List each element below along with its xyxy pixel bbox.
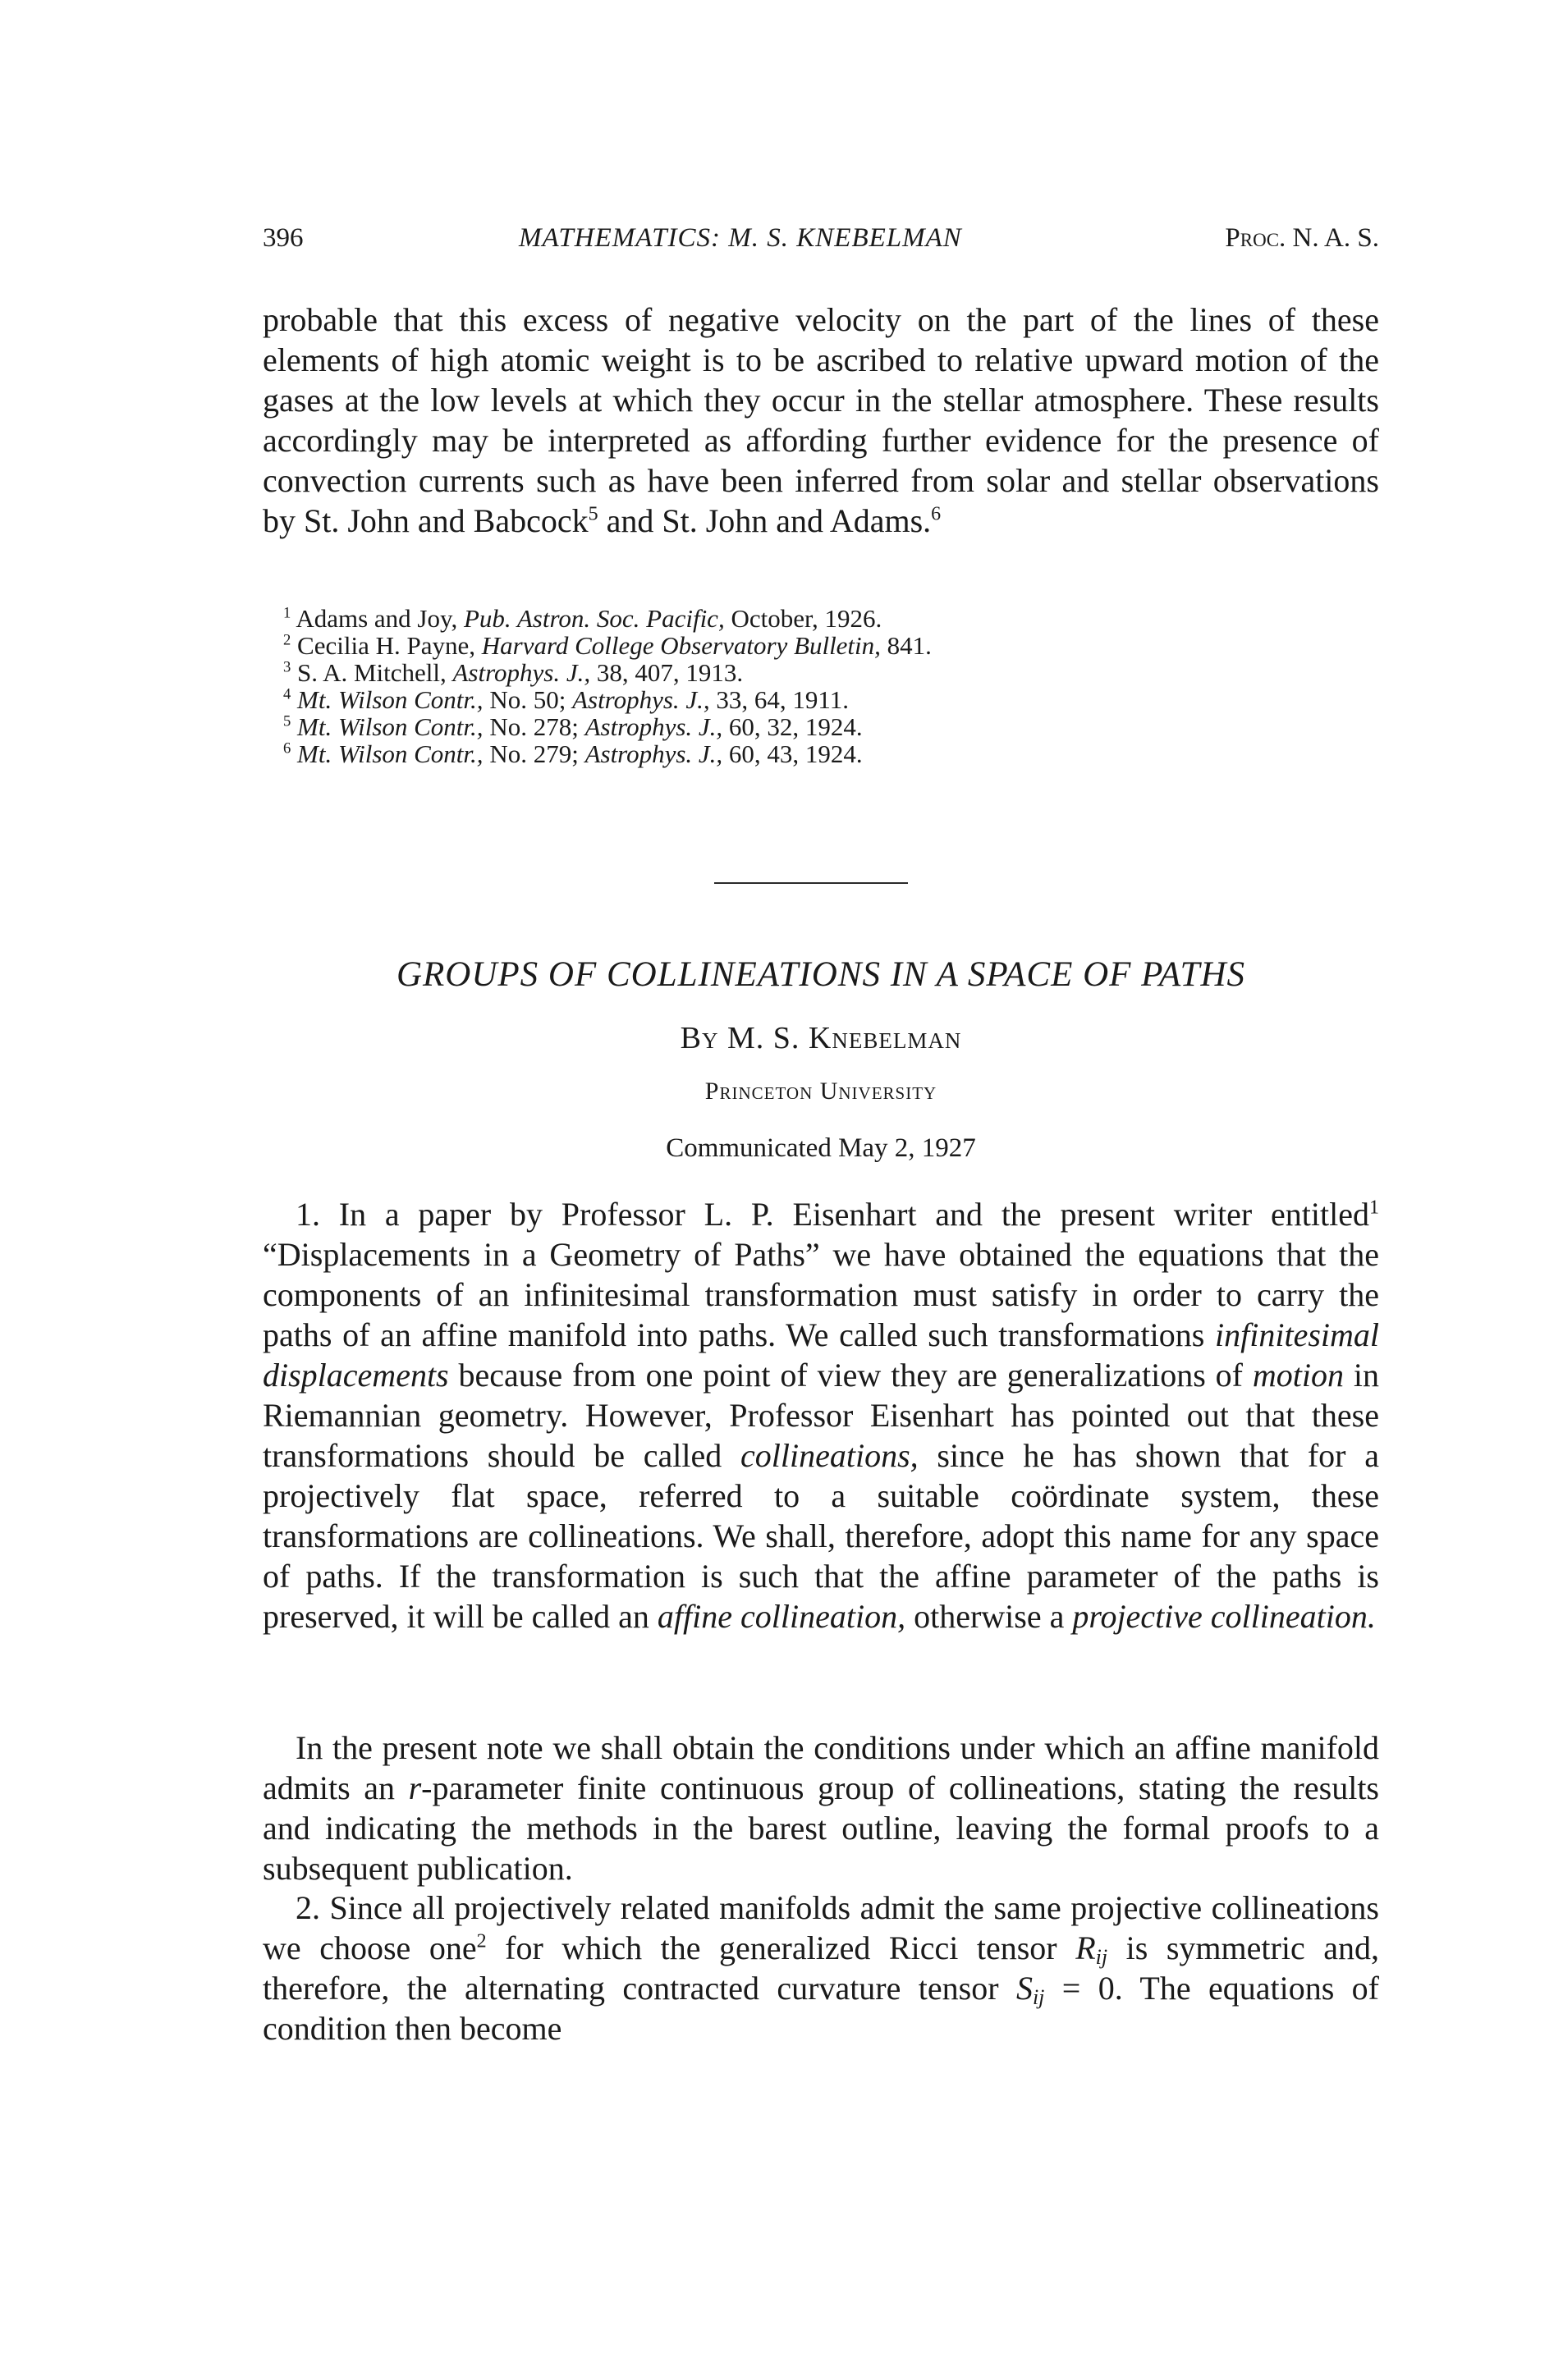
body-text: -parameter finite continuous group of collineations, stating the results and indicating the methods in the barest outline, leaving the formal proofs to a subsequent publication. — [263, 1769, 1379, 1887]
footnote-text — [291, 712, 297, 741]
footnote — [283, 632, 1379, 659]
math-subscript: ij — [1032, 1985, 1045, 2009]
prev-ref-5: 5 — [588, 503, 598, 525]
footnote-source: Astrophys. J., — [572, 685, 710, 714]
body-text: In the present note we shall obtain the conditions under which an affine manifold admits an — [263, 1729, 1379, 1806]
body-text: because from one point of view they are generalizations of — [448, 1357, 1253, 1394]
footnote-number: 1 — [283, 604, 291, 622]
emphasis: collineations, — [740, 1437, 919, 1474]
footnote-ref: 2 — [476, 1930, 487, 1952]
prev-text-2: and St. John and Adams. — [598, 502, 932, 539]
body-text: “Displacements in a Geometry of Paths” we have obtained the equations that the components of an infinitesimal transformation must satisfy in order to carry the paths of an affine manifold into paths. We called such transformations — [263, 1236, 1379, 1353]
footnote-number: 6 — [283, 739, 291, 757]
footnote-text: 841. — [880, 631, 932, 660]
emphasis: affine collineation, — [657, 1598, 906, 1635]
body-text: otherwise a — [905, 1598, 1073, 1635]
footnote-text: Adams and Joy, — [291, 604, 464, 633]
body-text: in Riemannian geometry. However, Professor Eisenhart has pointed out that these transformations should be called — [263, 1357, 1379, 1474]
emphasis: infinitesimal displacements — [263, 1316, 1379, 1394]
paragraph-3 — [263, 1888, 1379, 2048]
body-text: 1. In a paper by Professor L. P. Eisenhart and the present writer entitled — [296, 1196, 1369, 1233]
curvature-tensor-symbol — [1016, 1970, 1044, 2007]
prev-ref-6: 6 — [931, 503, 942, 525]
footnote-text: No. 50; — [483, 685, 573, 714]
article-title: GROUPS OF COLLINEATIONS IN A SPACE OF PATHS — [396, 955, 1246, 994]
previous-article-conclusion — [263, 300, 1379, 541]
body-text: for which the generalized Ricci tensor — [486, 1929, 1076, 1966]
footnote-number: 5 — [283, 712, 291, 730]
footnote-text: 60, 43, 1924. — [722, 739, 863, 768]
math-subscript: ij — [1095, 1945, 1108, 1969]
footnote-source: Mt. Wilson Contr., — [297, 685, 484, 714]
footnote-text: S. A. Mitchell, — [291, 658, 453, 687]
emphasis: projective collineation. — [1072, 1598, 1376, 1635]
emphasis: motion — [1252, 1357, 1344, 1394]
ricci-tensor-symbol — [1075, 1929, 1108, 1969]
paragraph-1 — [263, 1194, 1379, 1636]
page-number: 396 — [263, 223, 304, 253]
author-affiliation: Princeton University — [704, 1078, 937, 1105]
footnote-text: No. 279; — [483, 739, 585, 768]
footnote-source: Astrophys. J., — [452, 658, 591, 687]
footnote-source: Astrophys. J., — [584, 739, 723, 768]
body-text: since he has shown that for a projectively flat space, referred to a suitable coördinate system, these transformations are collineations. We shall, therefore, adopt this name for any space of paths. If the transformation is such that the affine parameter of the paths is preserved, it will be called an — [263, 1437, 1380, 1635]
math-symbol: R — [1075, 1929, 1096, 1966]
footnote-text: No. 278; — [483, 712, 585, 741]
page-header — [263, 220, 1379, 256]
running-title: MATHEMATICS: M. S. KNEBELMAN — [519, 223, 962, 253]
math-symbol: r — [408, 1769, 422, 1806]
footnote — [283, 713, 1379, 740]
footnote-source: Mt. Wilson Contr., — [297, 739, 484, 768]
communicated-date: Communicated May 2, 1927 — [666, 1133, 976, 1163]
body-text: = 0. The equations of condition then become — [263, 1970, 1379, 2047]
footnote-source: Mt. Wilson Contr., — [297, 712, 484, 741]
footnote-text: Cecilia H. Payne, — [291, 631, 482, 660]
footnote-text: October, 1926. — [724, 604, 882, 633]
section-divider — [714, 882, 908, 884]
math-symbol: S — [1015, 1970, 1033, 2007]
footnote-source: Pub. Astron. Soc. Pacific, — [463, 604, 725, 633]
body-text: is symmetric and, therefore, the alternating contracted curvature tensor — [263, 1929, 1380, 2007]
footnote-source: Astrophys. J., — [584, 712, 723, 741]
footnote — [283, 740, 1379, 767]
footnotes — [283, 605, 1379, 767]
prev-text-1: probable that this excess of negative velocity on the part of the lines of these elements of high atomic weight is to be ascribed to relative upward motion of the gases at the low levels at which they occur in the stellar atmosphere. These results accordingly may be interpreted as affording further evidence for the presence of convection currents such as have been inferred from solar and stellar observations by St. John and Babcock — [263, 301, 1379, 539]
footnote-number: 4 — [283, 685, 291, 703]
footnote-text — [291, 739, 297, 768]
footnote-source: Harvard College Observatory Bulletin, — [481, 631, 881, 660]
footnote-text: 33, 64, 1911. — [709, 685, 850, 714]
footnote-text: 60, 32, 1924. — [722, 712, 863, 741]
footnote-number: 2 — [283, 631, 291, 649]
author-byline: By M. S. Knebelman — [680, 1021, 962, 1055]
footnote-text: 38, 407, 1913. — [590, 658, 744, 687]
journal-abbrev: Proc. N. A. S. — [1225, 223, 1379, 253]
footnote — [283, 659, 1379, 686]
footnote — [283, 686, 1379, 713]
footnote-number: 3 — [283, 658, 291, 676]
footnote-text — [291, 685, 297, 714]
footnote-ref: 1 — [1369, 1197, 1379, 1219]
footnote — [283, 605, 1379, 632]
body-text: 2. Since all projectively related manifolds admit the same projective collineations we choose one — [263, 1889, 1379, 1966]
paragraph-2 — [263, 1728, 1379, 1888]
